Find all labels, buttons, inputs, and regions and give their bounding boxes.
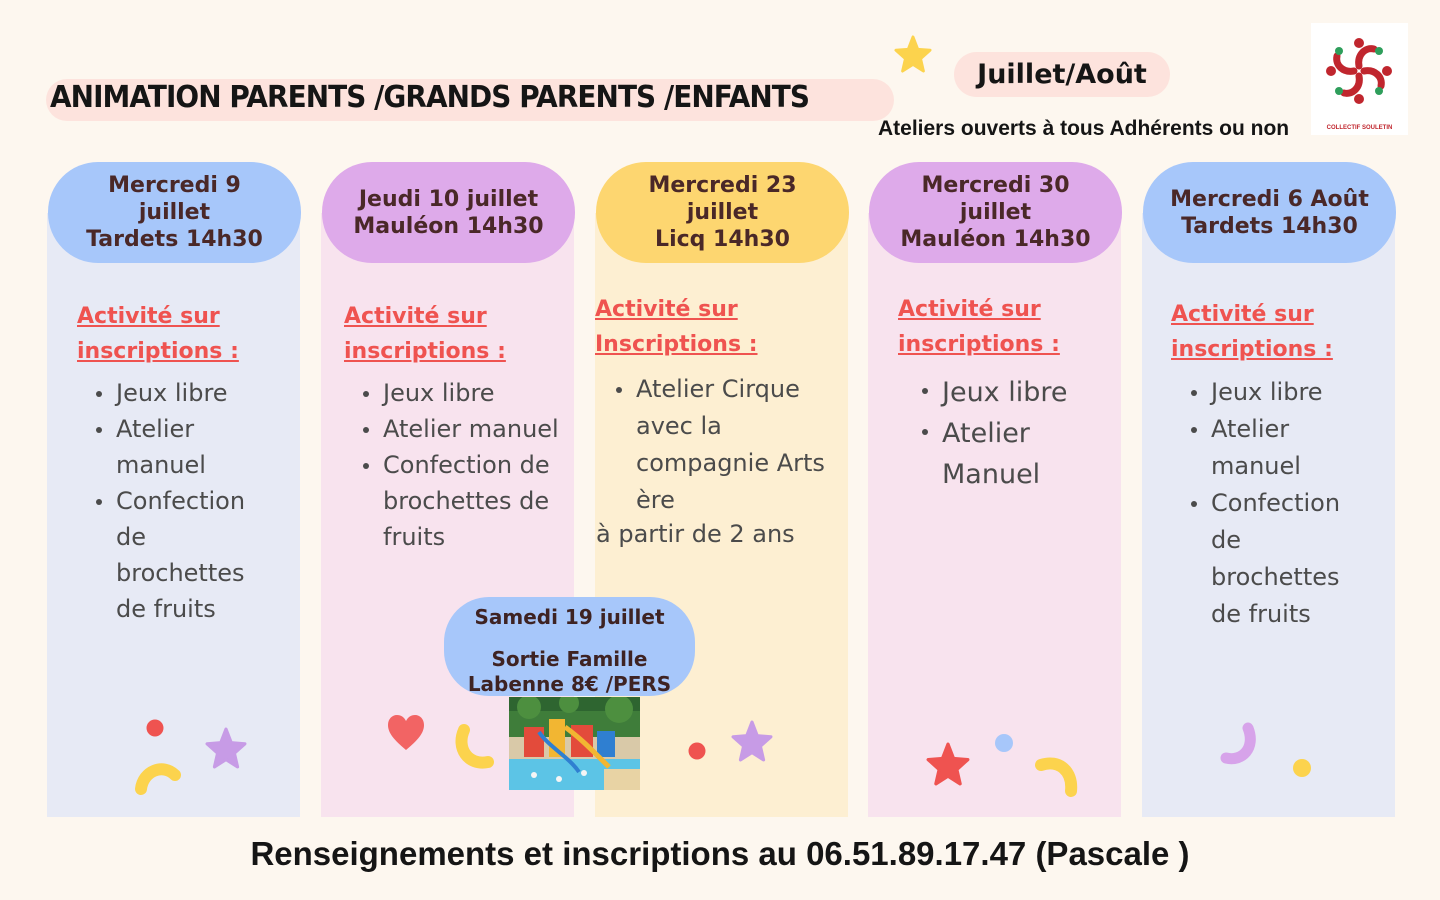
water-park-photo	[509, 697, 640, 790]
activity-heading-2	[344, 299, 506, 369]
heading-line: Activité sur	[595, 297, 738, 322]
heading-line: inscriptions :	[77, 339, 239, 364]
blue-dot-icon	[994, 733, 1014, 753]
collectif-logo	[1311, 23, 1408, 135]
purple-star-icon	[731, 720, 773, 762]
heading-line: Activité sur	[898, 297, 1041, 322]
heart-icon	[386, 714, 426, 752]
list-item: Jeux libre	[922, 372, 1092, 413]
list-item: Confection de brochettes de fruits	[96, 483, 256, 627]
red-dot-icon	[146, 719, 164, 737]
list-item: Atelier manuel	[96, 411, 256, 483]
date-line: Mercredi 6 Août	[1170, 186, 1369, 212]
activity-list-2	[363, 375, 568, 555]
yellow-squiggle-icon	[133, 755, 183, 797]
date-line: Mauléon 14h30	[353, 213, 544, 239]
date-line: Licq 14h30	[655, 227, 790, 252]
date-header-2	[322, 162, 575, 263]
red-star-icon	[926, 742, 970, 786]
list-item: Confection de brochettes de fruits	[1191, 485, 1351, 633]
date-header-5	[1143, 162, 1396, 263]
date-line: Mauléon 14h30	[900, 227, 1091, 252]
date-line: Tardets 14h30	[1181, 213, 1358, 239]
lauburu-icon	[1311, 23, 1408, 123]
period-badge: Juillet/Août	[954, 52, 1170, 97]
purple-moon-icon	[1218, 722, 1262, 768]
date-line: juillet	[686, 200, 759, 225]
list-item: Confection de brochettes de fruits	[363, 447, 568, 555]
heading-line: inscriptions :	[344, 339, 506, 364]
activity-list-4	[922, 372, 1092, 495]
list-item: Jeux libre	[1191, 374, 1351, 411]
red-dot-icon	[688, 742, 706, 760]
outing-title: Sortie Famille	[491, 647, 648, 671]
heading-line: Activité sur	[77, 304, 220, 329]
list-item: Atelier manuel	[1191, 411, 1351, 485]
heading-line: Inscriptions :	[595, 332, 758, 357]
heading-line: inscriptions :	[898, 332, 1060, 357]
purple-star-icon	[205, 727, 247, 769]
list-item: Jeux libre	[363, 375, 568, 411]
list-item: Atelier Manuel	[922, 413, 1092, 495]
yellow-moon-icon	[454, 722, 496, 772]
outing-location-price: Labenne 8€ /PERS	[467, 672, 672, 696]
activity-list-3	[616, 371, 842, 519]
page-title: ANIMATION PARENTS /GRANDS PARENTS /ENFANTS	[50, 80, 810, 115]
date-line: juillet	[138, 200, 211, 225]
date-line: juillet	[959, 200, 1032, 225]
date-header-4	[869, 162, 1122, 263]
outing-date: Samedi 19 juillet	[474, 605, 665, 629]
family-outing-badge	[444, 597, 695, 696]
date-line: Mercredi 23	[648, 173, 797, 198]
date-header-1	[48, 162, 301, 263]
date-header-3	[596, 162, 849, 263]
yellow-star-icon	[894, 35, 932, 73]
date-line: Tardets 14h30	[86, 227, 263, 252]
list-item: Atelier manuel	[363, 411, 568, 447]
activity-heading-5	[1171, 297, 1333, 367]
heading-line: Activité sur	[1171, 302, 1314, 327]
activity-list-5	[1191, 374, 1351, 633]
activity-list-1	[96, 375, 256, 627]
list-item: Jeux libre	[96, 375, 256, 411]
logo-caption: COLLECTIF SOULETIN	[1326, 125, 1393, 131]
list-item: Atelier Cirque avec la compagnie Arts ère	[616, 371, 842, 519]
activity-heading-1	[77, 299, 239, 369]
contact-footer: Renseignements et inscriptions au 06.51.89.17.47 (Pascale )	[250, 835, 1190, 872]
date-line: Mercredi 9	[108, 173, 241, 198]
heading-line: Activité sur	[344, 304, 487, 329]
yellow-dot-icon	[1292, 758, 1312, 778]
yellow-squiggle-icon	[1033, 755, 1081, 801]
age-note: à partir de 2 ans	[596, 520, 795, 548]
date-line: Mercredi 30	[921, 173, 1070, 198]
activity-heading-4	[898, 292, 1060, 362]
heading-line: inscriptions :	[1171, 337, 1333, 362]
activity-heading-3	[595, 292, 758, 362]
subtitle: Ateliers ouverts à tous Adhérents ou non	[878, 117, 1290, 140]
date-line: Jeudi 10 juillet	[358, 186, 539, 212]
